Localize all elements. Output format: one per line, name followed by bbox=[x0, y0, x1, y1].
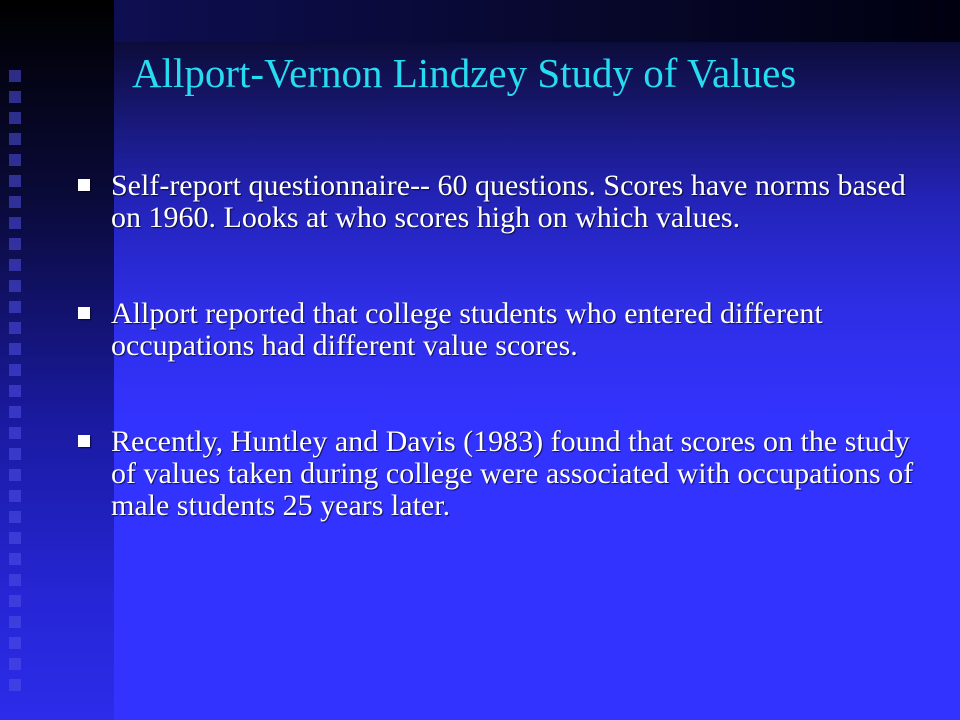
square-pattern-icon bbox=[9, 217, 21, 229]
bullet-text: Self-report questionnaire-- 60 questions. Scores have norms based on 1960. Looks at who scores high on which values. bbox=[111, 169, 906, 234]
bullet-item bbox=[78, 426, 928, 522]
square-pattern-icon bbox=[9, 364, 21, 376]
square-pattern-icon bbox=[9, 385, 21, 397]
square-bullet-icon bbox=[78, 179, 90, 191]
square-pattern-icon bbox=[9, 427, 21, 439]
bullet-text: Recently, Huntley and Davis (1983) found that scores on the study of values taken during college were associated with occupations of male students 25 years later. bbox=[111, 425, 914, 522]
square-bullet-icon bbox=[78, 435, 90, 447]
square-pattern-icon bbox=[9, 637, 21, 649]
square-pattern-icon bbox=[9, 448, 21, 460]
square-pattern-icon bbox=[9, 259, 21, 271]
square-bullet-icon bbox=[78, 307, 90, 319]
square-pattern-icon bbox=[9, 112, 21, 124]
square-pattern-icon bbox=[9, 532, 21, 544]
square-pattern-icon bbox=[9, 175, 21, 187]
square-pattern-icon bbox=[9, 238, 21, 250]
square-pattern-icon bbox=[9, 616, 21, 628]
square-pattern-icon bbox=[9, 595, 21, 607]
square-pattern-icon bbox=[9, 490, 21, 502]
bullet-list bbox=[78, 170, 928, 522]
bullet-item bbox=[78, 298, 928, 362]
square-pattern-icon bbox=[9, 133, 21, 145]
square-pattern-icon bbox=[9, 343, 21, 355]
square-pattern-icon bbox=[9, 511, 21, 523]
square-pattern-icon bbox=[9, 196, 21, 208]
square-pattern-icon bbox=[9, 469, 21, 481]
square-pattern-icon bbox=[9, 322, 21, 334]
slide-title: Allport-Vernon Lindzey Study of Values bbox=[132, 50, 797, 96]
square-pattern-icon bbox=[9, 553, 21, 565]
square-pattern-icon bbox=[9, 154, 21, 166]
bullet-item bbox=[78, 170, 928, 234]
square-pattern-icon bbox=[9, 301, 21, 313]
square-pattern-icon bbox=[9, 70, 21, 82]
top-decorative-band bbox=[114, 0, 960, 42]
square-pattern-icon bbox=[9, 280, 21, 292]
square-pattern-icon bbox=[9, 658, 21, 670]
square-pattern-icon bbox=[9, 91, 21, 103]
bullet-text: Allport reported that college students who entered different occupations had different value scores. bbox=[111, 297, 823, 362]
side-square-pattern bbox=[9, 70, 31, 700]
square-pattern-icon bbox=[9, 406, 21, 418]
square-pattern-icon bbox=[9, 574, 21, 586]
square-pattern-icon bbox=[9, 679, 21, 691]
